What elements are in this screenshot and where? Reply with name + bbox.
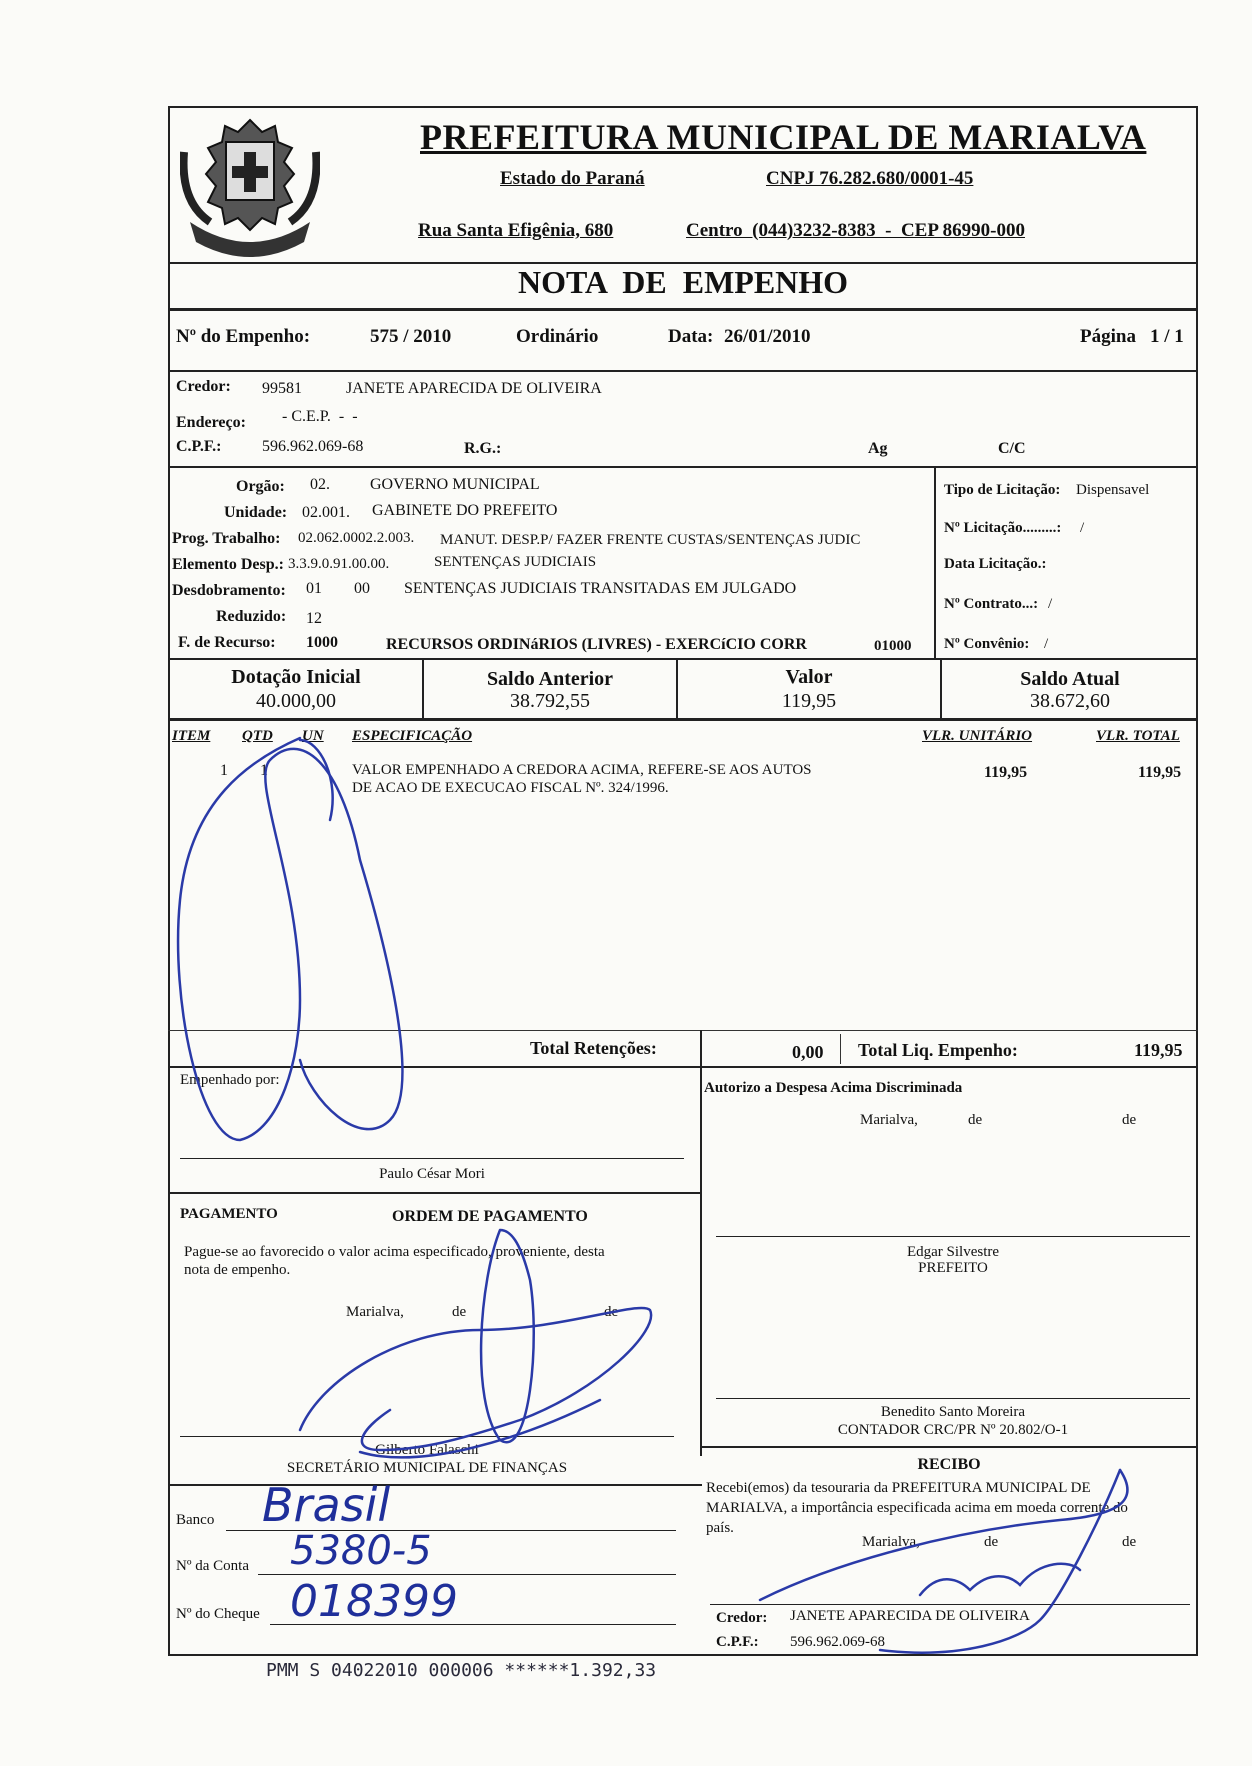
saldo-anterior-value: 38.792,55: [510, 690, 590, 712]
divider: [934, 466, 936, 658]
column-header-specification: ESPECIFICAÇÃO: [352, 728, 473, 744]
state-name: Estado do Paraná: [500, 168, 645, 189]
recurso-label: F. de Recurso:: [178, 634, 276, 651]
account-label: C/C: [998, 440, 1026, 457]
licitacao-number: /: [1080, 520, 1085, 536]
item-total-value: 119,95: [1138, 764, 1182, 781]
saldo-atual-label: Saldo Atual: [1020, 668, 1120, 690]
address-label: Endereço:: [176, 414, 246, 431]
municipal-seal-icon: [180, 112, 320, 262]
receipt-cpf: 596.962.069-68: [790, 1634, 885, 1650]
orgao-name: GOVERNO MUNICIPAL: [370, 476, 540, 493]
divider: [168, 308, 1198, 311]
saldo-anterior-label: Saldo Anterior: [486, 668, 614, 690]
signature-line: [710, 1604, 1190, 1605]
authorization-label: Autorizo a Despesa Acima Discriminada: [704, 1080, 963, 1096]
column-header-qtd: QTD: [242, 728, 273, 744]
dotacao-value: 40.000,00: [256, 690, 336, 712]
page-label: Página: [1080, 326, 1136, 347]
cheque-number-label: Nº do Cheque: [176, 1606, 260, 1622]
divider: [168, 658, 1198, 660]
contador-name: Benedito Santo Moreira: [880, 1404, 1026, 1420]
municipality-title: PREFEITURA MUNICIPAL DE MARIALVA: [420, 117, 1147, 157]
unidade-name: GABINETE DO PREFEITO: [372, 502, 558, 519]
retencoes-label: Total Retenções:: [530, 1038, 657, 1058]
orgao-code: 02.: [310, 476, 330, 493]
convenio-number: /: [1044, 636, 1049, 652]
payment-de-1: de: [452, 1304, 467, 1320]
account-handwritten: 5380-5: [290, 1528, 432, 1574]
divider: [168, 1030, 1198, 1031]
cheque-handwritten: 018399: [290, 1576, 458, 1627]
signature-line: [180, 1436, 674, 1437]
divider: [168, 1484, 702, 1486]
saldo-atual-value: 38.672,60: [1030, 690, 1110, 712]
secretario-name: Gilberto Falaschi: [375, 1442, 479, 1458]
contract-number: /: [1048, 596, 1053, 612]
empenho-date: 26/01/2010: [724, 326, 811, 347]
orgao-label: Orgão:: [236, 478, 285, 495]
unidade-label: Unidade:: [224, 504, 288, 521]
desdobramento-name: SENTENÇAS JUDICIAIS TRANSITADAS EM JULGADO: [404, 580, 797, 597]
account-number-label: Nº da Conta: [176, 1558, 249, 1574]
payment-de-2: de: [604, 1304, 619, 1320]
receipt-credor-label: Credor:: [716, 1610, 768, 1626]
rg-label: R.G.:: [464, 440, 502, 457]
signature-line: [180, 1158, 684, 1159]
document-title: NOTA DE EMPENHO: [517, 264, 849, 300]
credor-cpf: 596.962.069-68: [262, 438, 364, 455]
divider: [168, 718, 1198, 721]
authorization-place: Marialva,: [860, 1112, 918, 1128]
receipt-text-line-3: país.: [706, 1520, 734, 1536]
elemento-name: SENTENÇAS JUDICIAIS: [434, 554, 597, 570]
prog-code: 02.062.0002.2.003.: [298, 530, 415, 546]
cpf-label: C.P.F.:: [176, 438, 222, 455]
credor-address: - C.E.P. - -: [282, 408, 358, 425]
contract-label: Nº Contrato...:: [944, 596, 1039, 612]
divider: [840, 1034, 841, 1064]
convenio-label: Nº Convênio:: [944, 636, 1030, 652]
bank-handwritten: Brasil: [262, 1478, 391, 1532]
agency-label: Ag: [868, 440, 888, 457]
desdobramento-label: Desdobramento:: [172, 582, 286, 599]
item-specification-line-1: VALOR EMPENHADO A CREDORA ACIMA, REFERE-SE AOS AUTOS: [352, 762, 812, 778]
recurso-code: 1000: [306, 634, 338, 651]
column-header-item: ITEM: [172, 728, 211, 744]
divider: [168, 466, 1198, 468]
payment-text-line-1: Pague-se ao favorecido o valor acima especificado, proveniente, desta: [184, 1244, 605, 1260]
valor-label: Valor: [785, 666, 833, 688]
empenhado-name: Paulo César Mori: [379, 1166, 485, 1182]
receipt-cpf-label: C.P.F.:: [716, 1634, 759, 1650]
contador-title: CONTADOR CRC/PR Nº 20.802/O-1: [837, 1422, 1069, 1438]
reduzido-value: 12: [306, 610, 322, 627]
empenho-label: Nº do Empenho:: [176, 326, 311, 347]
empenho-type: Ordinário: [516, 326, 599, 347]
credor-name: JANETE APARECIDA DE OLIVEIRA: [346, 380, 602, 397]
receipt-de-1: de: [984, 1534, 999, 1550]
item-number: 1: [220, 762, 228, 779]
recurso-name: RECURSOS ORDINáRIOS (LIVRES) - EXERCíCIO CORR: [386, 636, 807, 653]
receipt-credor-name: JANETE APARECIDA DE OLIVEIRA: [790, 1608, 1030, 1624]
account-number-line: [258, 1574, 676, 1575]
page-number: 1 / 1: [1150, 326, 1184, 347]
payment-text-line-2: nota de empenho.: [184, 1262, 291, 1278]
divider: [168, 1192, 702, 1194]
licitacao-type-label: Tipo de Licitação:: [944, 482, 1061, 498]
divider: [700, 1446, 1198, 1448]
authorization-de-2: de: [1122, 1112, 1137, 1128]
payment-place: Marialva,: [346, 1304, 404, 1320]
divider: [700, 1030, 702, 1456]
prog-name: MANUT. DESP.P/ FAZER FRENTE CUSTAS/SENTENÇAS JUDIC: [440, 532, 861, 548]
item-quantity: 1: [260, 762, 268, 779]
liquid-total-label: Total Liq. Empenho:: [858, 1040, 1018, 1060]
item-unit-value: 119,95: [984, 764, 1028, 781]
column-header-un: UN: [302, 728, 324, 744]
dotacao-label: Dotação Inicial: [231, 666, 361, 688]
receipt-place: Marialva,: [862, 1534, 920, 1550]
divider: [168, 1066, 1198, 1068]
licitacao-type: Dispensavel: [1076, 482, 1150, 498]
receipt-text-line-1: Recebi(emos) da tesouraria da PREFEITURA MUNICIPAL DE: [706, 1480, 1091, 1496]
valor-value: 119,95: [781, 690, 837, 712]
prefeito-title: PREFEITO: [918, 1260, 988, 1276]
recurso-code-2: 01000: [874, 638, 912, 654]
licitacao-number-label: Nº Licitação.........:: [944, 520, 1062, 536]
payment-order-label: ORDEM DE PAGAMENTO: [392, 1208, 588, 1225]
credor-label: Credor:: [176, 378, 231, 395]
column-header-unit-value: VLR. UNITÁRIO: [922, 728, 1033, 744]
credor-code: 99581: [262, 380, 302, 397]
authorization-de-1: de: [968, 1112, 983, 1128]
receipt-label: RECIBO: [917, 1456, 981, 1473]
secretario-title: SECRETÁRIO MUNICIPAL DE FINANÇAS: [286, 1460, 568, 1476]
bank-label: Banco: [176, 1512, 215, 1528]
signature-line: [716, 1236, 1190, 1237]
prog-label: Prog. Trabalho:: [172, 530, 281, 547]
payment-label: PAGAMENTO: [180, 1206, 278, 1222]
receipt-text-line-2: MARIALVA, a importância especificada acima em moeda corrente do: [706, 1500, 1128, 1516]
item-specification-line-2: DE ACAO DE EXECUCAO FISCAL Nº. 324/1996.: [352, 780, 669, 796]
street-address: Rua Santa Efigênia, 680: [418, 220, 614, 241]
empenho-number: 575 / 2010: [370, 326, 452, 347]
liquid-total-value: 119,95: [1134, 1040, 1183, 1060]
signature-line: [716, 1398, 1190, 1399]
unidade-code: 02.001.: [302, 504, 350, 521]
cnpj: CNPJ 76.282.680/0001-45: [766, 168, 974, 189]
reduzido-label: Reduzido:: [216, 608, 287, 625]
machine-stamp: PMM S 04022010 000006 ******1.392,33: [266, 1660, 657, 1681]
district-phone-cep: Centro (044)3232-8383 - CEP 86990-000: [686, 220, 1025, 241]
date-label: Data:: [668, 326, 714, 347]
divider: [168, 370, 1198, 372]
prefeito-name: Edgar Silvestre: [906, 1244, 1000, 1260]
receipt-de-2: de: [1122, 1534, 1137, 1550]
licitacao-date-label: Data Licitação.:: [944, 556, 1047, 572]
column-header-total-value: VLR. TOTAL: [1096, 728, 1180, 744]
elemento-code: 3.3.9.0.91.00.00.: [288, 556, 390, 572]
desdobramento-code-2: 00: [354, 580, 370, 597]
retencoes-value: 0,00: [792, 1042, 824, 1062]
desdobramento-code-1: 01: [306, 580, 322, 597]
elemento-label: Elemento Desp.:: [172, 556, 284, 573]
empenhado-label: Empenhado por:: [180, 1072, 280, 1088]
